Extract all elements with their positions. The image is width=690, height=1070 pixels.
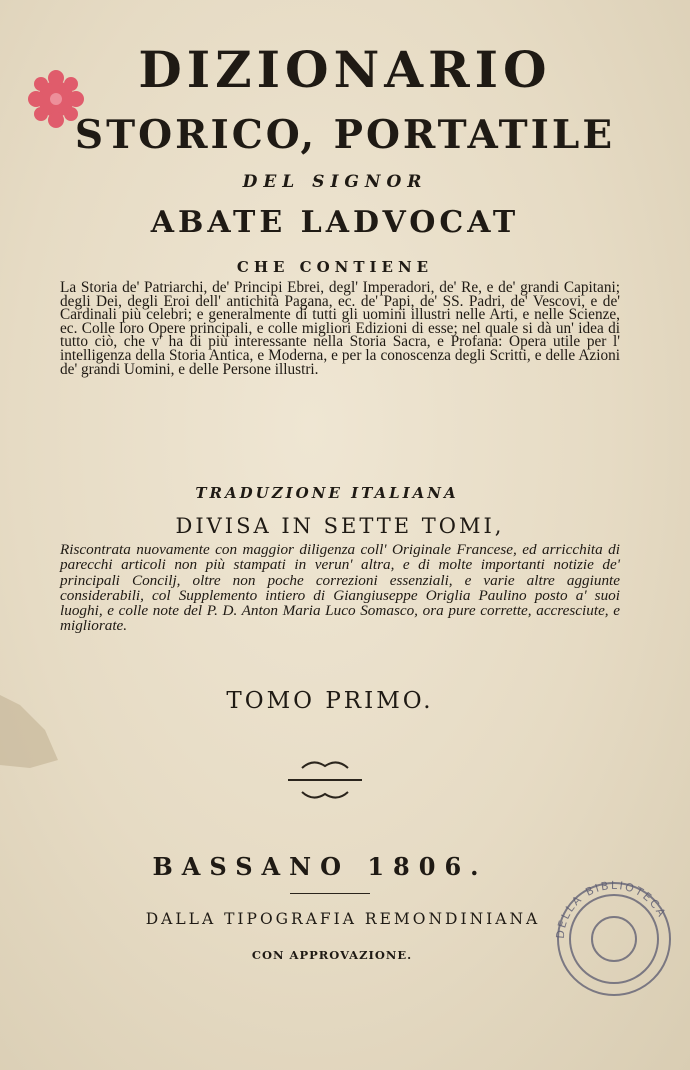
title-line-1: DIZIONARIO [138,40,552,99]
revision-paragraph: Riscontrata nuovamente con maggior diligenza coll' Originale Francese, ed arricchita di parecchi articoli non più stampati in verun' altra, e di molte importanti notizie de' principali Concilj, oltre non poche correzioni essenziali, e varie altre aggiunte considerabili, col Supplemento intiero di Giangiuseppe Origlia Paulino posto a' suoi luoghi, e colle note del P. D. Anton Maria Luco Somasco, ora pure corrette, accresciute, e migliorate. [60,541,620,635]
contents-paragraph: La Storia de' Patriarchi, de' Principi Ebrei, degl' Imperadori, de' Re, e de' grandi Capitani; degli Dei, degli Eroi dell' antichità Pagana, ec. de' Papi, de' SS. Padri, de' Vescovi, e de' Cardinali più celebri; e generalmente di tutti gli uomini illustri nelle Arti, e nelle Scienze, ec. Colle loro Opere principali, e colle migliori Edizioni di esse; nel quale si dà un' idea di tutto ciò, che v' ha di più interessante nella Storia Sacra, e Profana: Opera utile per l' intelligenza della Storia Antica, e Moderna, e per la conoscenza degli Scritti, e delle Azioni de' grandi Uomini, e delle Persone illustri. [60,279,620,378]
paper-stain [0,690,60,770]
printer-line: DALLA TIPOGRAFIA REMONDINIANA [145,910,541,928]
translation-heading: TRADUZIONE ITALIANA [195,484,459,502]
ornament-divider [280,756,370,806]
library-stamp-circle [552,878,676,1000]
stamp-text: DELLA BIBLIOTECA [553,878,669,940]
divider-rule [290,893,370,894]
del-signor: DEL SIGNOR [242,172,428,192]
volumes-heading: DIVISA IN SETTE TOMI, [175,514,505,538]
title-line-2: STORICO, PORTATILE [74,112,616,158]
place-and-year: BASSANO 1806. [152,852,488,881]
approval-line: CON APPROVAZIONE. [251,948,413,962]
author-name: ABATE LADVOCAT [150,205,520,240]
che-contiene: CHE CONTIENE [236,258,434,276]
volume-label: TOMO PRIMO. [226,688,434,714]
